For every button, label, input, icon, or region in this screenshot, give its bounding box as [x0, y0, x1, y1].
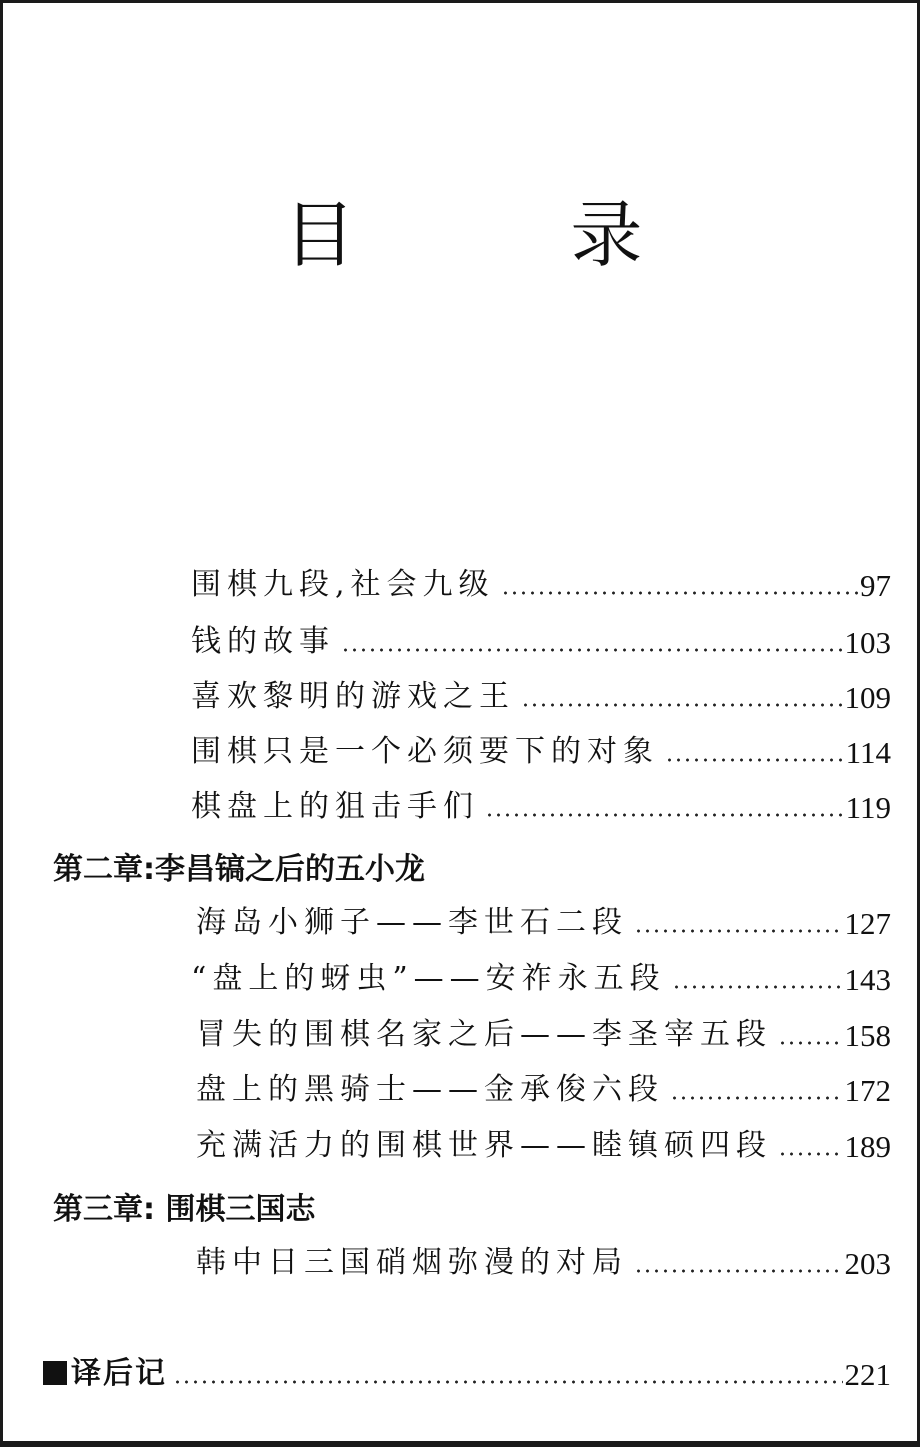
toc-entry-page: 172: [844, 1072, 891, 1108]
square-bullet-icon: [43, 1361, 67, 1385]
toc-entry-page: 143: [844, 961, 891, 997]
dot-leader: [670, 1075, 843, 1105]
chapter-heading[interactable]: 第二章:李昌镐之后的五小龙: [53, 852, 425, 887]
dot-leader: [778, 1020, 843, 1050]
toc-entry-page: 127: [844, 905, 891, 941]
toc-entry[interactable]: [196, 1065, 891, 1115]
dot-leader: [634, 1248, 843, 1278]
toc-entry-label: 韩中日三国硝烟弥漫的对局: [196, 1245, 628, 1280]
toc-entry-label: 钱的故事: [191, 624, 335, 659]
toc-entry[interactable]: [191, 727, 891, 777]
dot-leader: [341, 627, 843, 657]
toc-entry-label: 充满活力的围棋世界——睦镇硕四段: [196, 1128, 772, 1163]
toc-entry-label: 喜欢黎明的游戏之王: [191, 679, 515, 714]
dot-leader: [173, 1359, 843, 1389]
toc-entry[interactable]: [191, 782, 891, 832]
toc-entry-label: 译后记: [71, 1356, 167, 1391]
toc-entry-page: 203: [844, 1245, 891, 1281]
dot-leader: [634, 908, 843, 938]
dot-leader: [665, 737, 844, 767]
toc-entry-label: 盘上的黑骑士——金承俊六段: [196, 1072, 664, 1107]
toc-entry[interactable]: [191, 560, 891, 610]
dot-leader: [672, 964, 843, 994]
toc-entry[interactable]: [196, 1121, 891, 1171]
toc-entry-page: 119: [845, 789, 891, 825]
toc-entry-page: 97: [860, 567, 891, 603]
toc-entry-page: 114: [845, 734, 891, 770]
dot-leader: [521, 682, 843, 712]
toc-entry-label: 海岛小狮子——李世石二段: [196, 905, 628, 940]
page-title: 目 录: [283, 193, 739, 277]
chapter-heading[interactable]: 第三章: 围棋三国志: [53, 1192, 316, 1227]
dot-leader: [778, 1131, 843, 1161]
toc-entry[interactable]: [196, 898, 891, 948]
toc-entry-page: 158: [844, 1017, 891, 1053]
toc-entry-label: 围棋九段,社会九级: [191, 567, 495, 602]
toc-entry-afterword[interactable]: [43, 1349, 891, 1399]
toc-entry[interactable]: [191, 672, 891, 722]
toc-entry[interactable]: [196, 1010, 891, 1060]
toc-entry-page: 103: [844, 624, 891, 660]
dot-leader: [501, 570, 858, 600]
toc-entry[interactable]: [196, 1238, 891, 1288]
toc-entry-label: 冒失的围棋名家之后——李圣宰五段: [196, 1017, 772, 1052]
toc-entry-label: “盘上的蚜虫”——安祚永五段: [191, 961, 666, 996]
toc-entry-page: 109: [844, 679, 891, 715]
toc-entry-label: 围棋只是一个必须要下的对象: [191, 734, 659, 769]
dot-leader: [485, 792, 844, 822]
toc-entry-page: 221: [844, 1356, 891, 1392]
toc-entry[interactable]: [191, 617, 891, 667]
toc-entry-label: 棋盘上的狙击手们: [191, 789, 479, 824]
toc-entry-page: 189: [844, 1128, 891, 1164]
toc-entry[interactable]: [191, 954, 891, 1004]
